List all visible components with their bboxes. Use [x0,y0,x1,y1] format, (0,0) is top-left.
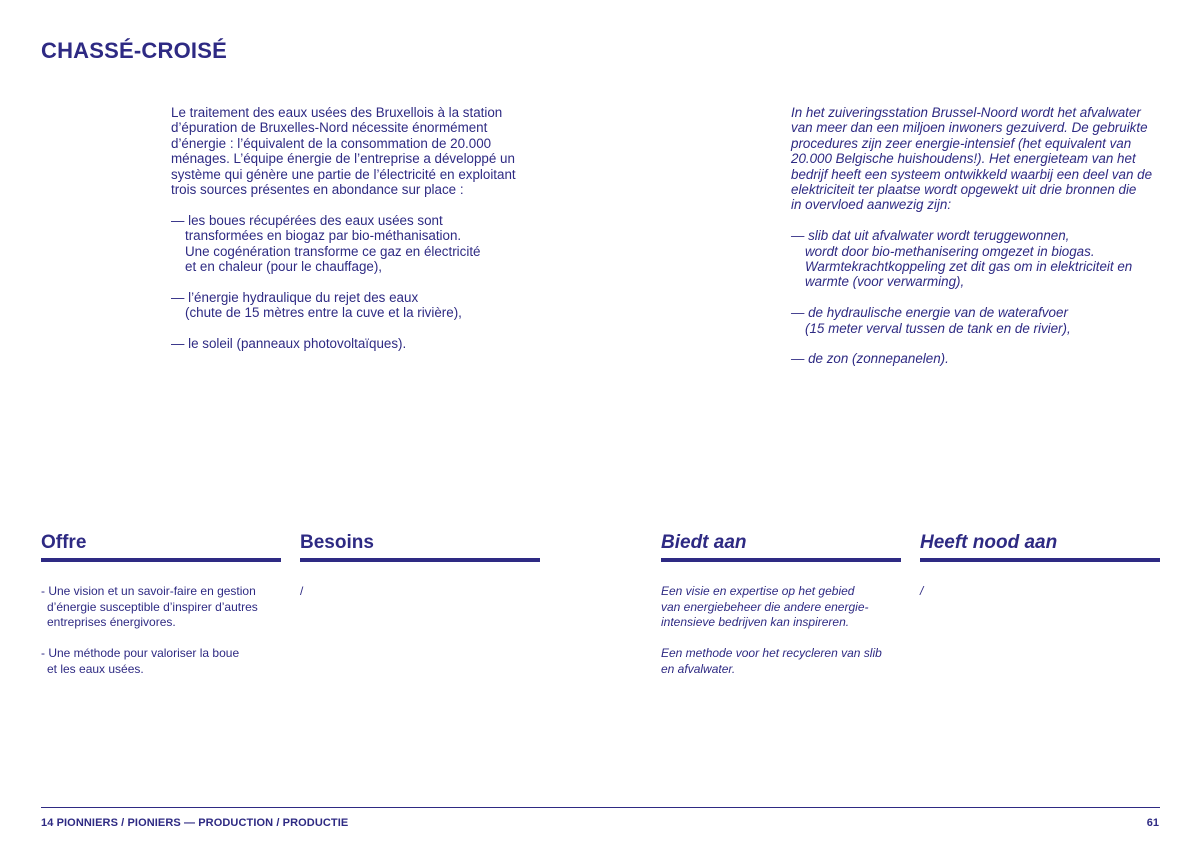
offre-item [41,584,281,631]
offre-content [41,584,281,693]
dutch-intro-line: procedures zijn zeer energie-intensief (het equivalent van [791,135,1132,151]
french-intro-line: d’énergie : l’équivalent de la consommation de 20.000 [171,135,492,151]
page-title: CHASSÉ-CROISÉ [41,38,227,63]
dutch-intro-line: van meer dan een miljoen inwoners gezuiverd. De gebruikte [791,120,1148,136]
dutch-body [791,105,1171,382]
biedt-aan-item-line: Een methode voor het recycleren van slib [661,646,882,660]
bullet-line: — slib dat uit afvalwater wordt teruggewonnen, [791,228,1070,244]
offre-item-line: d’énergie susceptible d’inspirer d’autres [47,599,258,614]
heeft-nood-aan-text: / [920,584,924,598]
dutch-bullet-zon [791,351,1171,366]
biedt-aan-item-line: van energiebeheer die andere energie- [661,599,869,614]
french-intro [171,105,551,197]
bullet-line: warmte (voor verwarming), [805,274,965,290]
dutch-bullet-slib [791,228,1171,290]
besoins-content [300,584,540,600]
french-intro-line: système qui génère une partie de l’électricité en exploitant [171,166,516,182]
biedt-aan-heading: Biedt aan [661,532,747,553]
dutch-intro-line: elektriciteit ter plaatse wordt opgewekt uit drie bronnen die [791,182,1137,198]
bullet-line: — le soleil (panneaux photovoltaïques). [171,336,407,352]
dutch-intro-line: In het zuiveringsstation Brussel-Noord wordt het afvalwater [791,105,1141,120]
french-intro-line: Le traitement des eaux usées des Bruxellois à la station [171,105,503,120]
biedt-aan-item [661,646,901,677]
french-intro-line: ménages. L’équipe énergie de l’entreprise a développé un [171,151,515,167]
offre-heading: Offre [41,532,87,553]
offre-item-line: entreprises énergivores. [47,615,176,629]
bullet-line: Warmtekrachtkoppeling zet dit gas om in elektriciteit en [805,259,1133,275]
bullet-line: Une cogénération transforme ce gaz en électricité [185,243,481,259]
bullet-line: wordt door bio-methanisering omgezet in biogas. [805,243,1095,259]
french-bullet-hydraulique [171,290,551,321]
bullet-line: — de hydraulische energie van de waterafvoer [791,305,1068,321]
french-bullet-soleil [171,336,551,351]
dutch-intro-line: bedrijf heeft een systeem ontwikkeld waarbij een deel van de [791,166,1153,182]
bullet-line: (15 meter verval tussen de tank en de rivier), [805,320,1071,336]
page-number: 61 [1146,817,1159,829]
biedt-aan-item [661,584,901,631]
bullet-line: — l’énergie hydraulique du rejet des eaux [171,289,419,305]
biedt-aan-rule [661,558,901,562]
dutch-intro-line: in overvloed aanwezig zijn: [791,197,952,213]
heeft-nood-aan-heading: Heeft nood aan [920,532,1058,553]
heeft-nood-aan-content [920,584,1160,600]
french-bullet-boues [171,213,551,275]
bullet-line: et en chaleur (pour le chauffage), [185,259,383,275]
biedt-aan-item-line: en afvalwater. [661,661,736,676]
heeft-nood-aan-rule [920,558,1160,562]
offre-rule [41,558,281,562]
bullet-line: — de zon (zonnepanelen). [791,351,949,367]
offre-item-line: - Une méthode pour valoriser la boue [41,646,240,660]
footer-running-title: 14 PIONNIERS / PIONIERS — PRODUCTION / PRODUCTIE [41,817,349,829]
french-intro-line: d’épuration de Bruxelles-Nord nécessite énormément [171,120,488,136]
bullet-line: (chute de 15 mètres entre la cuve et la rivière), [185,305,462,321]
bullet-line: transformées en biogaz par bio-méthanisation. [185,228,462,244]
offre-item [41,646,281,677]
biedt-aan-content [661,584,901,693]
offre-item-line: et les eaux usées. [47,661,144,676]
dutch-intro [791,105,1171,213]
besoins-rule [300,558,540,562]
french-intro-line: trois sources présentes en abondance sur place : [171,182,464,198]
dutch-bullet-hydraulisch [791,305,1171,336]
besoins-text: / [300,584,304,598]
biedt-aan-item-line: Een visie en expertise op het gebied [661,584,855,598]
dutch-intro-line: 20.000 Belgische huishoudens!). Het energieteam van het [791,151,1136,167]
offre-item-line: - Une vision et un savoir-faire en gestion [41,584,256,598]
french-body [171,105,551,367]
biedt-aan-item-line: intensieve bedrijven kan inspireren. [661,615,850,629]
footer-divider [41,807,1160,808]
bullet-line: — les boues récupérées des eaux usées sont [171,212,443,228]
besoins-heading: Besoins [300,532,374,553]
